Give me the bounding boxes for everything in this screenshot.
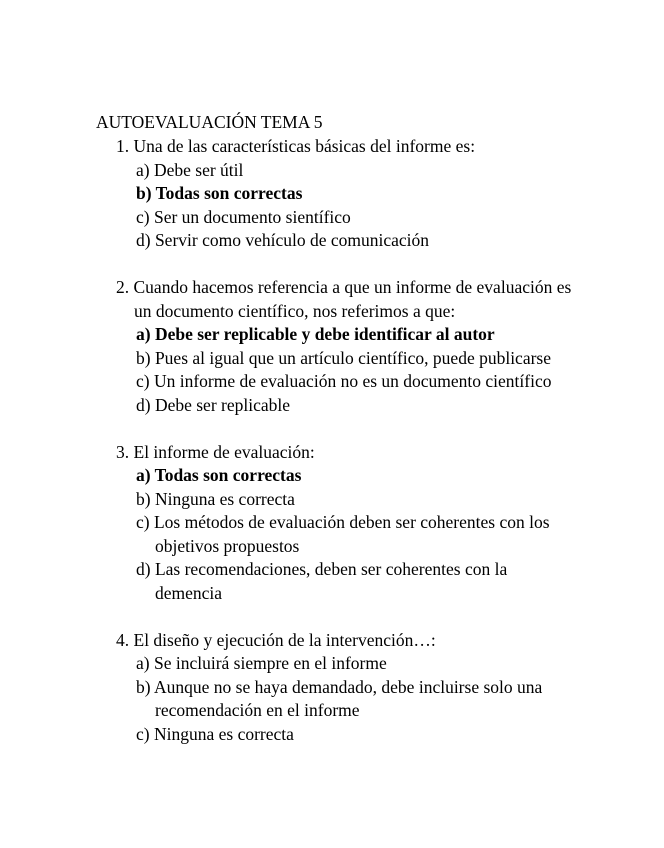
answer-option: c) Los métodos de evaluación deben ser coherentes con los objetivos propuestos bbox=[136, 512, 550, 556]
answer-option-correct: a) Todas son correctas bbox=[136, 465, 302, 485]
question-2 bbox=[0, 276, 664, 417]
answer-option-correct: b) Todas son correctas bbox=[136, 183, 303, 203]
question-1 bbox=[0, 135, 664, 253]
answer-option: d) Debe ser replicable bbox=[136, 394, 291, 415]
question-list bbox=[0, 135, 664, 770]
question-4 bbox=[0, 629, 664, 747]
answer-option: b) Aunque no se haya demandado, debe incluirse solo una recomendación en el informe bbox=[136, 676, 543, 720]
question-stem: 3. El informe de evaluación: bbox=[116, 441, 315, 462]
answer-option: a) Se incluirá siempre en el informe bbox=[136, 653, 387, 673]
answer-option: c) Ninguna es correcta bbox=[136, 723, 294, 744]
document-title: AUTOEVALUACIÓN TEMA 5 bbox=[96, 112, 323, 132]
answer-option: b) Pues al igual que un artículo científico, puede publicarse bbox=[136, 347, 552, 368]
answer-option: a) Debe ser útil bbox=[136, 159, 244, 180]
question-stem: 4. El diseño y ejecución de la intervención…: bbox=[116, 629, 436, 650]
answer-option: d) Las recomendaciones, deben ser coherentes con la demencia bbox=[136, 559, 508, 603]
answer-option: c) Un informe de evaluación no es un documento científico bbox=[136, 371, 552, 391]
answer-option-correct: a) Debe ser replicable y debe identificar al autor bbox=[136, 324, 495, 344]
question-3 bbox=[0, 441, 664, 606]
answer-option: d) Servir como vehículo de comunicación bbox=[136, 230, 430, 250]
question-stem: 1. Una de las características básicas del informe es: bbox=[116, 136, 476, 156]
answer-option: b) Ninguna es correcta bbox=[136, 488, 295, 509]
question-stem: 2. Cuando hacemos referencia a que un informe de evaluación es un documento científico, nos referimos a que: bbox=[116, 277, 572, 321]
answer-option: c) Ser un documento sientífico bbox=[136, 206, 351, 227]
